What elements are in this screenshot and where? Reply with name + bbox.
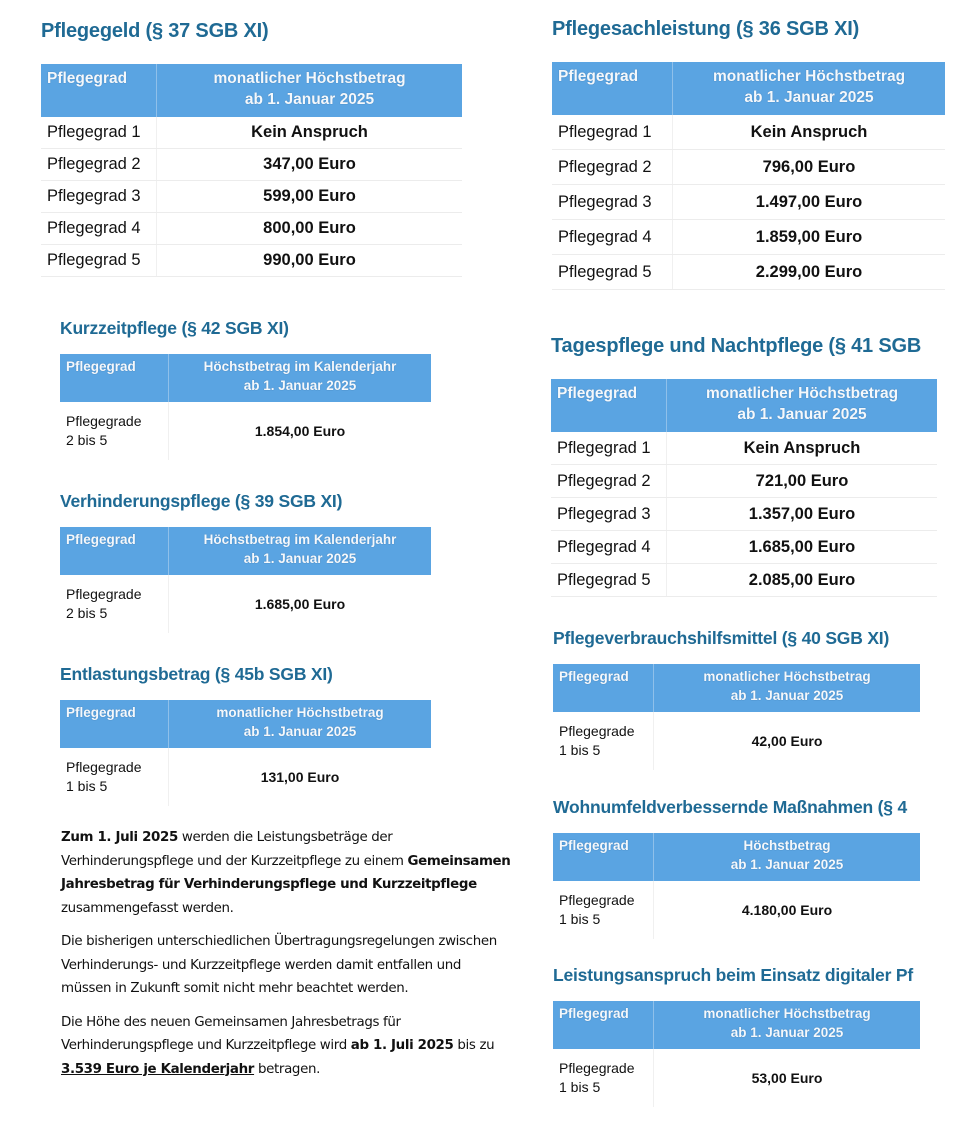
info-text-span: betragen.: [254, 1061, 321, 1077]
grade-cell: [553, 712, 654, 770]
table-row: [552, 150, 945, 185]
pflegegeld-section: [41, 20, 463, 277]
header-pflegegrad: Pflegegrad: [60, 354, 169, 402]
pflegesachleistung-title: Pflegesachleistung (§ 36 SGB XI): [552, 18, 860, 40]
pflegeverbrauchshilfsmittel-section: [553, 628, 921, 770]
grade-line2: 2 bis 5: [66, 432, 108, 448]
header-hoechstbetrag: [654, 664, 921, 712]
digitale-pflege-table: [553, 1001, 920, 1107]
header-line1: Höchstbetrag: [743, 838, 831, 853]
table-row: [60, 575, 431, 633]
header-line2: ab 1. Januar 2025: [744, 89, 874, 106]
table-row: [553, 881, 920, 939]
amount-cell: 800,00 Euro: [157, 213, 463, 245]
header-hoechstbetrag: [654, 833, 921, 881]
grade-cell: Pflegegrad 3: [551, 498, 667, 531]
amount-cell: 1.685,00 Euro: [169, 575, 432, 633]
header-line1: monatlicher Höchstbetrag: [705, 385, 899, 402]
table-row: [551, 531, 937, 564]
amount-cell: 1.685,00 Euro: [667, 531, 938, 564]
info-annual-amount: 3.539 Euro je Kalenderjahr: [61, 1061, 255, 1077]
amount-cell: 53,00 Euro: [654, 1049, 921, 1107]
info-text-span: Die Höhe des neuen Gemeinsamen Jahresbetrags für Verhinderungspflege und Kurzzeitpflege wird: [61, 1014, 401, 1053]
amount-cell: 4.180,00 Euro: [654, 881, 921, 939]
header-line2: ab 1. Januar 2025: [730, 688, 844, 703]
header-pflegegrad: Pflegegrad: [552, 62, 673, 115]
info-date-bold: ab 1. Juli 2025: [350, 1038, 454, 1053]
header-pflegegrad: Pflegegrad: [553, 664, 654, 712]
amount-cell: 990,00 Euro: [157, 245, 463, 277]
grade-line1: Pflegegrade: [559, 723, 635, 739]
grade-cell: Pflegegrad 1: [552, 115, 673, 150]
wohnumfeld-title: Wohnumfeldverbessernde Maßnahmen (§ 4: [553, 797, 908, 817]
grade-line1: Pflegegrade: [66, 413, 142, 429]
amount-cell: 131,00 Euro: [169, 748, 432, 806]
verhinderungspflege-table: [60, 527, 431, 633]
grade-cell: Pflegegrad 4: [552, 220, 673, 255]
info-text-span: werden die Leistungsbeträge der Verhinderungspflege und der Kurzzeitpflege zu einem: [61, 830, 408, 869]
entlastungsbetrag-table: [60, 700, 431, 806]
table-row: [551, 432, 937, 465]
grade-cell: Pflegegrad 5: [552, 255, 673, 290]
tagespflege-table: [551, 379, 937, 597]
info-paragraph-2: Die bisherigen unterschiedlichen Übertragungsregelungen zwischen Verhinderungs- und Kurzzeitpflege werden damit entfallen und müssen in Zukunft somit nicht mehr beachtet werden.: [61, 934, 497, 996]
table-row: [552, 255, 945, 290]
tagespflege-section: [551, 335, 937, 597]
grade-cell: Pflegegrad 5: [41, 245, 157, 277]
table-row: [553, 712, 920, 770]
grade-line2: 1 bis 5: [559, 911, 601, 927]
amount-cell: 42,00 Euro: [654, 712, 921, 770]
info-text-span: bis zu: [453, 1038, 495, 1053]
table-row: [551, 564, 937, 597]
table-row: [60, 402, 431, 460]
header-line2: ab 1. Januar 2025: [243, 724, 357, 739]
amount-cell: 796,00 Euro: [673, 150, 946, 185]
header-hoechstbetrag: [654, 1001, 921, 1049]
pflegeverbrauchshilfsmittel-title: Pflegeverbrauchshilfsmittel (§ 40 SGB XI): [553, 628, 890, 648]
header-line1: Höchstbetrag im Kalenderjahr: [203, 359, 397, 374]
header-line2: ab 1. Januar 2025: [737, 406, 867, 423]
table-header-row: [551, 379, 937, 432]
grade-cell: Pflegegrad 1: [551, 432, 667, 465]
table-row: [552, 185, 945, 220]
grade-cell: [60, 575, 169, 633]
verhinderungspflege-section: [60, 491, 432, 633]
pflegegeld-title: Pflegegeld (§ 37 SGB XI): [41, 20, 269, 42]
amount-cell: 2.085,00 Euro: [667, 564, 938, 597]
grade-line1: Pflegegrade: [66, 586, 142, 602]
header-pflegegrad: Pflegegrad: [551, 379, 667, 432]
grade-cell: Pflegegrad 1: [41, 117, 157, 149]
grade-cell: [553, 881, 654, 939]
grade-line2: 2 bis 5: [66, 605, 108, 621]
kurzzeitpflege-section: [60, 318, 432, 460]
grade-cell: Pflegegrad 5: [551, 564, 667, 597]
amount-cell: 1.859,00 Euro: [673, 220, 946, 255]
entlastungsbetrag-section: [60, 664, 432, 806]
pflegesachleistung-table: [552, 62, 945, 290]
header-line2: ab 1. Januar 2025: [243, 551, 357, 566]
amount-cell: 1.357,00 Euro: [667, 498, 938, 531]
digitale-pflege-title: Leistungsanspruch beim Einsatz digitaler Pf: [553, 965, 913, 985]
grade-cell: Pflegegrad 2: [552, 150, 673, 185]
table-header-row: [60, 700, 431, 748]
pflegeverbrauchshilfsmittel-table: [553, 664, 920, 770]
grade-line1: Pflegegrade: [559, 1060, 635, 1076]
info-paragraph-1: [61, 826, 511, 920]
header-line1: monatlicher Höchstbetrag: [712, 68, 906, 85]
header-hoechstbetrag: [169, 527, 432, 575]
grade-cell: Pflegegrad 3: [552, 185, 673, 220]
verhinderungspflege-title: Verhinderungspflege (§ 39 SGB XI): [60, 491, 343, 511]
header-hoechstbetrag: [667, 379, 938, 432]
table-header-row: [553, 833, 920, 881]
amount-cell: 1.854,00 Euro: [169, 402, 432, 460]
wohnumfeld-table: [553, 833, 920, 939]
table-row: [41, 245, 462, 277]
info-text: [61, 826, 511, 1091]
table-header-row: [553, 664, 920, 712]
grade-line1: Pflegegrade: [66, 759, 142, 775]
info-combined-amount-bold: Gemeinsamen Jahresbetrag für Verhinderungspflege und Kurzzeitpflege: [61, 853, 511, 892]
amount-cell: 599,00 Euro: [157, 181, 463, 213]
grade-line2: 1 bis 5: [559, 742, 601, 758]
table-row: [41, 181, 462, 213]
amount-cell: Kein Anspruch: [667, 432, 938, 465]
tagespflege-title: Tagespflege und Nachtpflege (§ 41 SGB: [551, 335, 922, 357]
amount-cell: 2.299,00 Euro: [673, 255, 946, 290]
table-row: [553, 1049, 920, 1107]
table-row: [41, 149, 462, 181]
header-line2: ab 1. Januar 2025: [243, 378, 357, 393]
header-hoechstbetrag: [169, 354, 432, 402]
grade-cell: Pflegegrad 4: [41, 213, 157, 245]
table-header-row: [553, 1001, 920, 1049]
grade-cell: [60, 402, 169, 460]
grade-line2: 1 bis 5: [66, 778, 108, 794]
info-date-bold: Zum 1. Juli 2025: [61, 830, 178, 845]
header-line1: monatlicher Höchstbetrag: [703, 1006, 871, 1021]
amount-cell: Kein Anspruch: [157, 117, 463, 149]
header-hoechstbetrag: [157, 64, 463, 117]
table-row: [551, 498, 937, 531]
header-line1: Höchstbetrag im Kalenderjahr: [203, 532, 397, 547]
grade-line2: 1 bis 5: [559, 1079, 601, 1095]
grade-cell: Pflegegrad 2: [41, 149, 157, 181]
header-pflegegrad: Pflegegrad: [60, 527, 169, 575]
table-header-row: [60, 527, 431, 575]
pflegesachleistung-section: [552, 18, 946, 290]
header-hoechstbetrag: [169, 700, 432, 748]
amount-cell: 347,00 Euro: [157, 149, 463, 181]
digitale-pflege-section: [553, 965, 921, 1107]
grade-cell: [553, 1049, 654, 1107]
header-line2: ab 1. Januar 2025: [244, 91, 375, 108]
grade-cell: Pflegegrad 2: [551, 465, 667, 498]
header-pflegegrad: Pflegegrad: [553, 833, 654, 881]
grade-line1: Pflegegrade: [559, 892, 635, 908]
kurzzeitpflege-title: Kurzzeitpflege (§ 42 SGB XI): [60, 318, 289, 338]
wohnumfeld-section: [553, 797, 921, 939]
kurzzeitpflege-table: [60, 354, 431, 460]
table-header-row: [60, 354, 431, 402]
header-line1: monatlicher Höchstbetrag: [216, 705, 384, 720]
header-line1: monatlicher Höchstbetrag: [703, 669, 871, 684]
header-hoechstbetrag: [673, 62, 946, 115]
header-line2: ab 1. Januar 2025: [730, 1025, 844, 1040]
amount-cell: 721,00 Euro: [667, 465, 938, 498]
table-row: [551, 465, 937, 498]
header-pflegegrad: Pflegegrad: [60, 700, 169, 748]
table-header-row: [552, 62, 945, 115]
grade-cell: Pflegegrad 4: [551, 531, 667, 564]
grade-cell: Pflegegrad 3: [41, 181, 157, 213]
info-text-span: zusammengefasst werden.: [61, 900, 234, 916]
amount-cell: Kein Anspruch: [673, 115, 946, 150]
info-paragraph-3: [61, 1011, 511, 1082]
table-row: [60, 748, 431, 806]
table-row: [552, 115, 945, 150]
header-line2: ab 1. Januar 2025: [730, 857, 844, 872]
grade-cell: [60, 748, 169, 806]
table-row: [41, 213, 462, 245]
table-header-row: [41, 64, 462, 117]
pflegegeld-table: [41, 64, 462, 277]
entlastungsbetrag-title: Entlastungsbetrag (§ 45b SGB XI): [60, 664, 333, 684]
table-row: [552, 220, 945, 255]
amount-cell: 1.497,00 Euro: [673, 185, 946, 220]
header-pflegegrad: Pflegegrad: [553, 1001, 654, 1049]
table-row: [41, 117, 462, 149]
header-line1: monatlicher Höchstbetrag: [213, 70, 406, 87]
header-pflegegrad: Pflegegrad: [41, 64, 157, 117]
